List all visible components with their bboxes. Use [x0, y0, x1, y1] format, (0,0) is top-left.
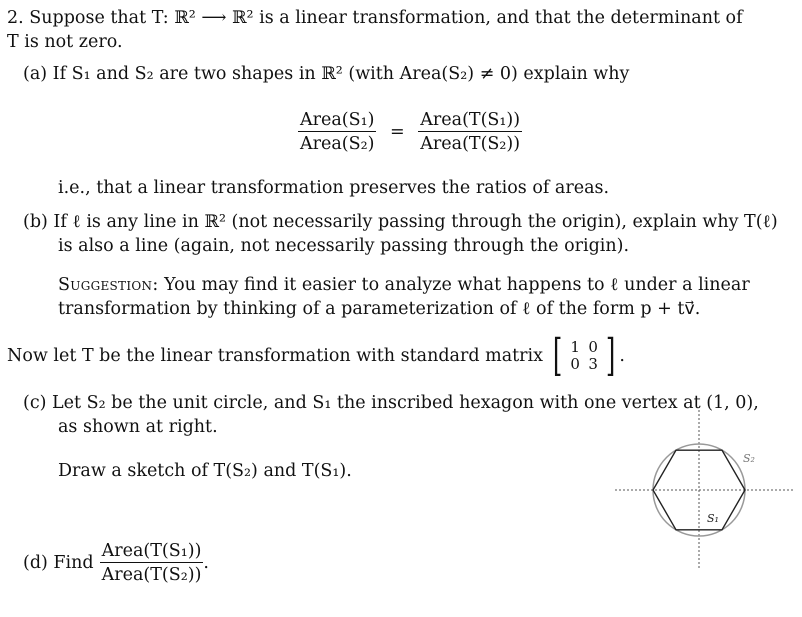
matrix-entry: 3	[588, 355, 598, 373]
part-b-line2: is also a line (again, not necessarily passing through the origin).	[58, 236, 630, 256]
part-d-label: (d) Find	[23, 553, 94, 574]
part-b-line1: (b) If ℓ is any line in ℝ² (not necessarily passing through the origin), explain why T(ℓ)	[23, 212, 778, 232]
part-d-numerator: Area(T(S₁))	[100, 541, 204, 563]
part-d-fraction	[100, 541, 204, 585]
part-d-denominator: Area(T(S₂))	[101, 565, 202, 586]
equation-left-fraction	[298, 110, 376, 154]
part-c-line1: (c) Let S₂ be the unit circle, and S₁ the inscribed hexagon with one vertex at (1, 0),	[23, 393, 759, 413]
matrix-entry: 1	[570, 337, 580, 356]
matrix-intro-text: Now let T be the linear transformation with standard matrix	[7, 345, 544, 366]
part-d	[23, 541, 209, 585]
left-bracket: [	[552, 330, 563, 381]
suggestion-text: You may find it easier to analyze what happens to ℓ under a linear	[158, 275, 750, 295]
label-s1: S₁	[707, 512, 719, 525]
matrix-entries	[566, 339, 602, 374]
equals-sign: =	[390, 122, 405, 143]
right-bracket: ]	[606, 330, 616, 381]
part-a-equation	[298, 110, 522, 154]
standard-matrix	[549, 330, 619, 381]
part-b-suggestion-line2: transformation by thinking of a parameterization of ℓ of the form p + tv⃗.	[58, 299, 701, 319]
suggestion-label: Suggestion:	[58, 275, 159, 295]
equation-left-numerator: Area(S₁)	[298, 110, 376, 132]
label-s2: S₂	[743, 452, 755, 465]
part-a-note: i.e., that a linear transformation preserves the ratios of areas.	[58, 178, 610, 198]
part-c-line2: as shown at right.	[58, 417, 218, 437]
circle-hexagon-figure	[615, 410, 795, 570]
equation-right-numerator: Area(T(S₁))	[418, 110, 522, 132]
matrix-period: .	[619, 345, 625, 366]
part-a-text: (a) If S₁ and S₂ are two shapes in ℝ² (with Area(S₂) ≠ 0) explain why	[23, 64, 630, 84]
problem-intro-line2: T is not zero.	[7, 32, 123, 52]
equation-left-denominator: Area(S₂)	[300, 134, 375, 155]
matrix-intro	[7, 330, 625, 381]
equation-right-denominator: Area(T(S₂))	[420, 134, 521, 155]
problem-intro-line1: 2. Suppose that T: ℝ² ⟶ ℝ² is a linear transformation, and that the determinant of	[7, 8, 743, 28]
matrix-entry: 0	[588, 337, 598, 356]
part-d-period: .	[203, 553, 209, 574]
part-b-suggestion-line1	[58, 275, 750, 295]
part-c-instruction: Draw a sketch of T(S₂) and T(S₁).	[58, 461, 352, 481]
equation-right-fraction	[418, 110, 522, 154]
matrix-entry: 0	[570, 355, 580, 373]
